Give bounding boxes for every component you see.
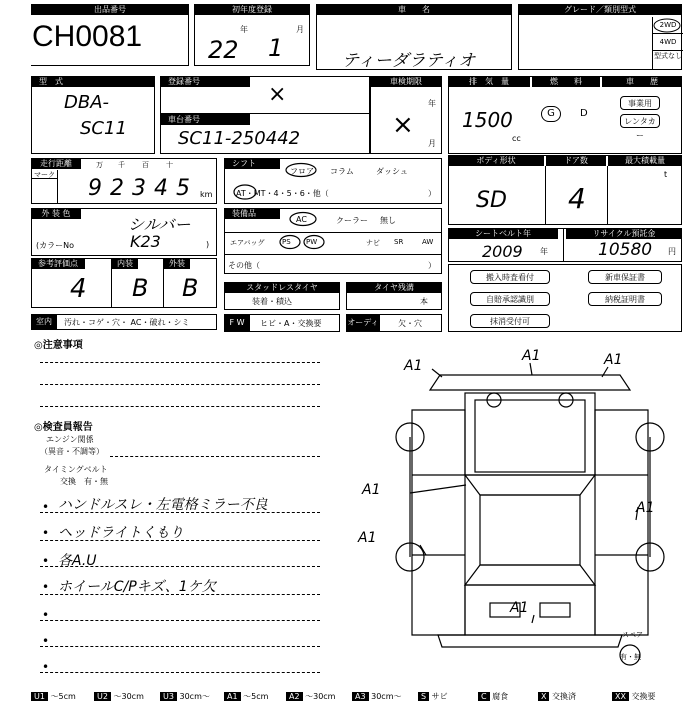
first-registration-year: 22: [208, 36, 239, 64]
mileage-digit-1: 9: [88, 176, 102, 201]
inspector-title: ◎検査員報告: [34, 422, 93, 433]
year-unit: 年: [240, 25, 248, 34]
seatbelt-unit: 年: [540, 247, 548, 256]
audio-label: オーディオ: [346, 314, 380, 332]
registration-label: 登録番号: [160, 76, 250, 87]
seatbelt-label: シートベルト年: [448, 228, 558, 239]
model-box: [31, 76, 155, 154]
interior-row-label: 室内: [31, 314, 57, 330]
recycle-label: リサイクル預託金: [566, 228, 682, 239]
remark-4: ホイールC/Pキズ、1ケ欠: [58, 579, 216, 595]
body-type-value: SD: [476, 188, 507, 213]
engine-note-label: エンジン関係: [46, 435, 94, 444]
spare-value: 有・無: [620, 653, 641, 661]
shift-types: AT・MT・4・5・6・他（: [236, 189, 329, 198]
mileage-unit-juu: 十: [166, 161, 173, 169]
fuel-gasoline: G: [541, 106, 561, 122]
color-code-end: ): [206, 240, 210, 249]
doc-tax: 納税証明書: [588, 292, 662, 306]
doc-delivery: 搬入時査看付: [470, 270, 550, 284]
mileage-label: 走行距離: [31, 158, 81, 169]
color-code-label: (カラーNo: [36, 241, 74, 250]
displacement-unit: cc: [512, 134, 521, 143]
inspection-month-unit: 月: [428, 139, 436, 148]
engine-note-sub: （異音・不調等）: [40, 447, 104, 456]
chassis-label: 車台番号: [160, 114, 250, 125]
shift-column: コラム: [330, 167, 354, 176]
mileage-digit-3: 3: [132, 176, 146, 201]
interior-grade: B: [132, 274, 149, 302]
score-value: 4: [70, 274, 87, 304]
model-line2: SC11: [80, 118, 127, 139]
shift-floor: フロア: [290, 167, 314, 176]
shift-label: シフト: [224, 158, 280, 169]
month-unit: 月: [296, 25, 304, 34]
history-business: 事業用: [620, 96, 660, 110]
damage-mark-left-wheel: A1: [358, 530, 377, 546]
interior-row-options: 汚れ・コゲ・穴・ AC・破れ・シミ: [64, 318, 190, 327]
equip-airbag: エアバッグ: [230, 239, 265, 247]
equip-ps-pw-circles: [274, 233, 334, 251]
exterior-grade: B: [182, 274, 199, 302]
shift-floor-circle: [284, 162, 318, 178]
remark-1: ハンドルスレ・左電格ミラー不良: [58, 497, 268, 513]
legend-xx: XX 交換要: [612, 691, 656, 703]
legend-a1: A1 ～5cm: [224, 691, 268, 703]
damage-mark-rear: A1: [510, 600, 529, 616]
drive-2wd: 2WD: [653, 17, 683, 34]
first-registration-label: 初年度登録: [194, 4, 310, 15]
color-label: 外 装 色: [31, 208, 81, 219]
recycle-value: 10580: [598, 240, 653, 260]
spare-label: スペア: [622, 631, 643, 639]
mileage-digit-5: 5: [176, 176, 190, 201]
mileage-mark-label: マーク: [34, 171, 55, 179]
door-label: ドア数: [546, 155, 606, 166]
fw-options: ヒビ・A・交換要: [260, 319, 322, 328]
doc-cancel: 抹消受付可: [470, 314, 550, 328]
equip-other-label: その他（: [228, 261, 260, 270]
damage-mark-front-center: A1: [522, 348, 541, 364]
damage-mark-right-side: A1: [636, 500, 655, 516]
registration-value: ×: [268, 82, 287, 107]
studless-options: 装着・積込: [252, 297, 292, 306]
equipment-label: 装備品: [224, 208, 280, 219]
timing-belt-options: 交換 有・無: [60, 477, 108, 486]
legend-a3: A3 30cm～: [352, 691, 401, 703]
grade-label: グレード／類別型式: [518, 4, 682, 15]
legend-x: X 交換済: [538, 691, 576, 703]
equip-other-end: ）: [428, 261, 436, 270]
drive-2wd-circle: [652, 17, 682, 34]
notes-title: ◎注意事項: [34, 340, 83, 351]
remark-2: ヘッドライトくもり: [58, 525, 184, 541]
mileage-unit-sen: 千: [118, 161, 125, 169]
exterior-label: 外装: [164, 258, 190, 269]
load-unit: t: [664, 170, 668, 179]
inspection-year-unit: 年: [428, 99, 436, 108]
equip-navi: ナビ: [366, 239, 380, 247]
mileage-digit-2: 2: [110, 176, 124, 201]
displacement-label: 排 気 量: [448, 76, 530, 87]
door-count: 4: [568, 182, 586, 215]
studless-label: スタッドレスタイヤ: [224, 282, 340, 293]
remark-3: 各A.U: [58, 553, 97, 569]
displacement-value: 1500: [462, 108, 513, 132]
doc-warranty: 新車保証書: [588, 270, 662, 284]
legend-u1: U1 ～5cm: [31, 691, 76, 703]
interior-label: 内装: [112, 258, 138, 269]
load-label: 最大積載量: [608, 155, 682, 166]
stock-number: CH0081: [32, 20, 143, 53]
damage-mark-front-left: A1: [404, 358, 423, 374]
tire-unit: 本: [420, 297, 428, 306]
legend-c: C 腐食: [478, 691, 508, 703]
doc-liability: 自賠承認識別: [470, 292, 550, 306]
chassis-number: SC11-250442: [178, 128, 301, 149]
equip-none: 無し: [380, 216, 396, 225]
fuel-label: 燃 料: [532, 76, 600, 87]
equip-pw: PW: [306, 238, 318, 246]
shift-types-end: ）: [428, 189, 436, 198]
color-code: K23: [130, 232, 161, 251]
color-value: シルバー: [128, 215, 191, 234]
fuel-diesel: D: [580, 108, 588, 119]
tire-label: タイヤ残溝: [346, 282, 442, 293]
inspection-value: ×: [392, 110, 414, 140]
equip-ac: AC: [296, 215, 307, 224]
legend-a2: A2 ～30cm: [286, 691, 335, 703]
shift-at-circle: [232, 183, 258, 201]
mileage-unit-hyaku: 百: [142, 161, 149, 169]
car-name: ティーダラティオ: [342, 51, 476, 71]
legend-u3: U3 30cm～: [160, 691, 210, 703]
seatbelt-year: 2009: [482, 242, 523, 261]
equip-ps: PS: [282, 238, 291, 246]
recycle-unit: 円: [668, 247, 676, 256]
first-registration-month: 1: [268, 34, 284, 62]
equip-cooler: クーラー: [336, 216, 368, 225]
damage-mark-left-door: A1: [362, 482, 381, 498]
equip-aw: AW: [422, 238, 434, 246]
audio-options: 欠・穴: [398, 319, 422, 328]
timing-belt-label: タイミングベルト: [44, 465, 108, 474]
history-rental: レンタカー: [620, 114, 660, 128]
equip-sr: SR: [394, 238, 404, 246]
mileage-digit-4: 4: [154, 176, 168, 201]
model-label: 型 式: [31, 76, 155, 87]
score-label: 参考評価点: [31, 258, 85, 269]
mileage-unit-km: km: [200, 190, 213, 199]
history-label: 車 歴: [602, 76, 682, 87]
shift-dash: ダッシュ: [376, 167, 408, 176]
car-name-label: 車 名: [316, 4, 512, 15]
legend-u2: U2 ～30cm: [94, 691, 144, 703]
mileage-unit-man: 万: [96, 161, 103, 169]
legend-s: S サビ: [418, 691, 448, 703]
fw-label: F W: [224, 314, 250, 332]
body-type-label: ボディ形状: [448, 155, 544, 166]
drive-none: 型式なし: [654, 52, 682, 60]
stock-number-label: 出品番号: [31, 4, 189, 15]
drive-4wd: 4WD: [653, 34, 683, 51]
damage-mark-front-right: A1: [604, 352, 623, 368]
model-line1: DBA-: [64, 92, 110, 113]
inspection-label: 車検期限: [370, 76, 442, 87]
equip-ac-circle: [288, 211, 318, 227]
